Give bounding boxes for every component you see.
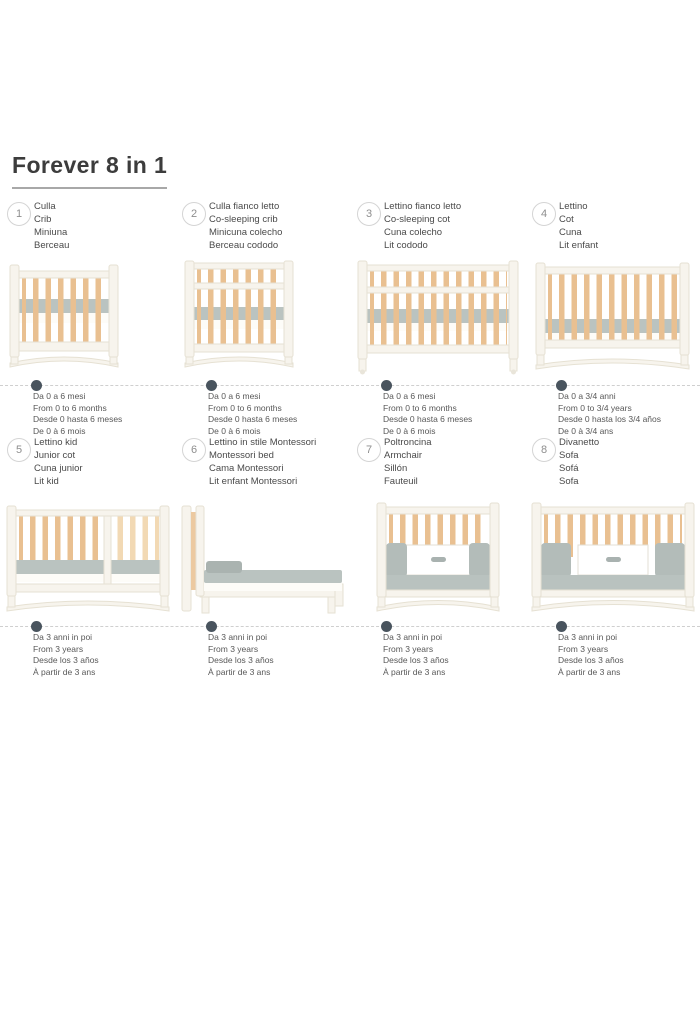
timeline-dot (31, 621, 42, 632)
item-name-it: Divanetto (559, 437, 600, 448)
row2-ages (0, 627, 700, 677)
age-fr: De 0 à 6 mois (383, 425, 436, 436)
row2-headers (0, 435, 700, 489)
item-name-en: Cot (559, 214, 574, 225)
item5-names (34, 435, 83, 488)
age-fr: De 0 à 6 mois (33, 425, 86, 436)
mini-crib-illustration (8, 259, 120, 377)
age-es: Desde 0 hasta los 3/4 años (558, 414, 662, 424)
page-header (12, 152, 700, 189)
junior-cot-illustration (5, 504, 171, 619)
row1-ages (0, 386, 700, 436)
age-es: Desde los 3 años (558, 655, 624, 665)
item2-names (209, 199, 282, 252)
item-name-it: Lettino fianco letto (384, 201, 462, 212)
item-name-fr: Lit cododo (384, 240, 428, 251)
item7-illustration-cell (350, 489, 525, 619)
item-name-it: Lettino kid (34, 437, 78, 448)
age-es: Desde los 3 años (383, 655, 449, 665)
item1-header (0, 199, 175, 253)
item4-names (559, 199, 598, 252)
age-en: From 0 to 3/4 years (558, 402, 632, 413)
item-name-it: Poltroncina (384, 437, 432, 448)
timeline-dot (206, 621, 217, 632)
item-name-en: Junior cot (34, 450, 76, 461)
item6-illustration-cell (175, 489, 350, 619)
age-fr: De 0 à 3/4 ans (558, 425, 614, 436)
cot-illustration (534, 259, 691, 377)
item-name-es: Cuna junior (34, 463, 83, 474)
item-name-it: Culla fianco letto (209, 201, 280, 212)
armchair-illustration (375, 501, 501, 619)
item-name-es: Miniuna (34, 227, 68, 238)
age-it: Da 3 anni in poi (558, 632, 618, 642)
item3-header (350, 199, 525, 253)
item7-header (350, 435, 525, 489)
age-en: From 0 to 6 months (208, 402, 282, 413)
item8-illustration-cell (525, 489, 700, 619)
item-name-es: Cama Montessori (209, 463, 284, 474)
step-7-badge: 7 (357, 438, 381, 462)
step-2-badge: 2 (182, 202, 206, 226)
age-fr: À partir de 3 ans (208, 666, 271, 677)
age-es: Desde los 3 años (208, 655, 274, 665)
row1-headers (0, 199, 700, 253)
page-title: Forever 8 in 1 (12, 152, 167, 189)
item4-illustration-cell (525, 253, 700, 377)
item-name-en: Montessori bed (209, 450, 274, 461)
timeline-dot (556, 380, 567, 391)
age-es: Desde los 3 años (33, 655, 99, 665)
age-it: Da 0 a 6 mesi (208, 391, 261, 401)
item-name-en: Co-sleeping cot (384, 214, 451, 225)
item5-header (0, 435, 175, 489)
item3-names (384, 199, 461, 252)
item-name-fr: Berceau (34, 240, 70, 251)
item3-ages (350, 391, 525, 437)
montessori-bed-illustration (180, 504, 346, 619)
age-en: From 3 years (208, 643, 259, 654)
item-name-it: Culla (34, 201, 56, 212)
step-4-badge: 4 (532, 202, 556, 226)
item3-illustration-cell (350, 253, 525, 377)
item-name-en: Armchair (384, 450, 423, 461)
item-name-es: Sillón (384, 463, 408, 474)
item6-names (209, 435, 316, 488)
item1-illustration-cell (0, 253, 175, 377)
age-it: Da 3 anni in poi (383, 632, 443, 642)
item8-ages (525, 632, 700, 678)
item6-header (175, 435, 350, 489)
age-en: From 3 years (383, 643, 434, 654)
timeline-dot (206, 380, 217, 391)
age-it: Da 0 a 6 mesi (383, 391, 436, 401)
sofa-illustration (530, 501, 696, 619)
item8-names (559, 435, 599, 488)
item-name-es: Minicuna colecho (209, 227, 283, 238)
age-es: Desde 0 hasta 6 meses (33, 414, 123, 424)
timeline-dot (31, 380, 42, 391)
row1-illustrations (0, 253, 700, 377)
item4-ages (525, 391, 700, 437)
age-fr: À partir de 3 ans (558, 666, 621, 677)
timeline-divider-row1 (0, 385, 700, 386)
item7-ages (350, 632, 525, 678)
item-name-fr: Lit enfant (559, 240, 599, 251)
item2-ages (175, 391, 350, 437)
item4-header (525, 199, 700, 253)
item1-names (34, 199, 69, 252)
item5-illustration-cell (0, 489, 175, 619)
step-1-badge: 1 (7, 202, 31, 226)
item-name-it: Lettino in stile Montessori (209, 437, 317, 448)
timeline-dot (556, 621, 567, 632)
timeline-dot (381, 621, 392, 632)
item-name-en: Sofa (559, 450, 579, 461)
item-name-it: Lettino (559, 201, 588, 212)
item-name-fr: Lit kid (34, 476, 59, 487)
row2-illustrations (0, 489, 700, 619)
item-name-fr: Lit enfant Montessori (209, 476, 298, 487)
item-name-es: Cuna colecho (384, 227, 443, 238)
item-name-fr: Berceau cododo (209, 240, 279, 251)
age-en: From 0 to 6 months (33, 402, 107, 413)
timeline-dot (381, 380, 392, 391)
item7-names (384, 435, 432, 488)
item-name-es: Sofá (559, 463, 579, 474)
age-es: Desde 0 hasta 6 meses (208, 414, 298, 424)
item-name-fr: Sofa (559, 476, 579, 487)
age-it: Da 0 a 6 mesi (33, 391, 86, 401)
item-name-es: Cuna (559, 227, 582, 238)
age-es: Desde 0 hasta 6 meses (383, 414, 473, 424)
age-en: From 3 years (558, 643, 609, 654)
item2-illustration-cell (175, 253, 350, 377)
age-en: From 0 to 6 months (383, 402, 457, 413)
step-6-badge: 6 (182, 438, 206, 462)
age-fr: À partir de 3 ans (383, 666, 446, 677)
item6-ages (175, 632, 350, 678)
item-name-en: Crib (34, 214, 52, 225)
item5-ages (0, 632, 175, 678)
age-it: Da 3 anni in poi (208, 632, 268, 642)
item8-header (525, 435, 700, 489)
step-5-badge: 5 (7, 438, 31, 462)
age-fr: De 0 à 6 mois (208, 425, 261, 436)
item-name-en: Co-sleeping crib (209, 214, 278, 225)
co-sleeping-crib-illustration (183, 259, 295, 377)
age-en: From 3 years (33, 643, 84, 654)
timeline-divider-row2 (0, 626, 700, 627)
item2-header (175, 199, 350, 253)
age-fr: À partir de 3 ans (33, 666, 96, 677)
age-it: Da 0 a 3/4 anni (558, 391, 616, 401)
step-3-badge: 3 (357, 202, 381, 226)
co-sleeping-cot-illustration (356, 259, 520, 377)
step-8-badge: 8 (532, 438, 556, 462)
age-it: Da 3 anni in poi (33, 632, 93, 642)
item-name-fr: Fauteuil (384, 476, 418, 487)
item1-ages (0, 391, 175, 437)
